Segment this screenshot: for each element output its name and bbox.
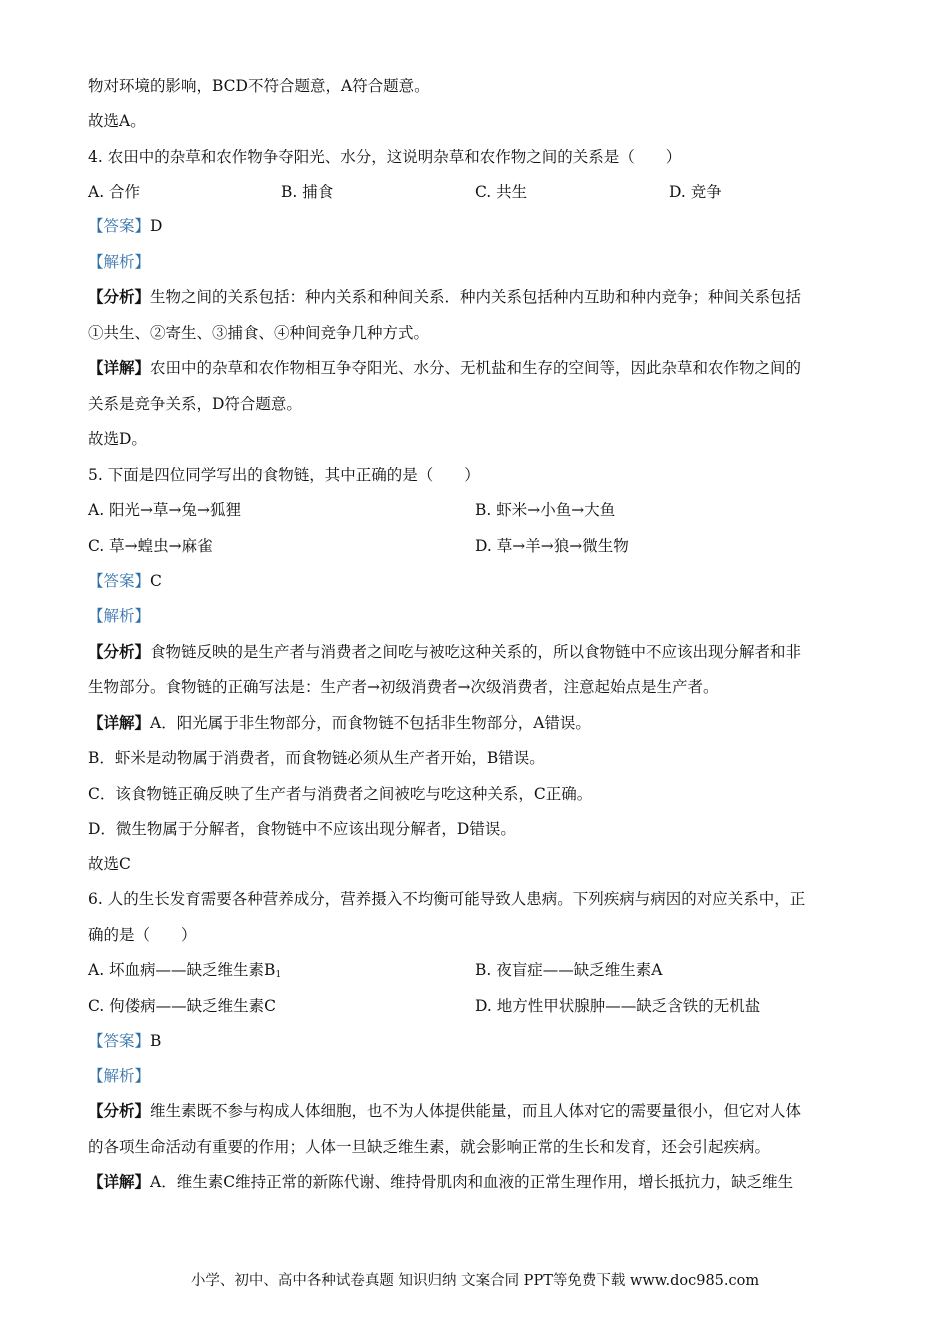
answer-tag: 【答案】: [88, 1032, 151, 1050]
xiangjie-tag: 【详解】: [88, 358, 151, 377]
answer-value: C: [150, 572, 162, 590]
question-6-stem-line-1: 6. 人的生长发育需要各种营养成分，营养摄入不均衡可能导致人患病。下列疾病与病因的对应关系中，正: [88, 890, 806, 908]
q6-option-d: D. 地方性甲状腺肿——缺乏含铁的无机盐: [475, 997, 761, 1015]
q5-option-d: D. 草→羊→狼→微生物: [475, 537, 629, 555]
subscript: 1: [275, 970, 282, 980]
q4-xiangjie-line-2: 关系是竞争关系，D符合题意。: [88, 395, 302, 413]
jiexi-tag: 【解析】: [88, 1067, 151, 1085]
answer-value: B: [150, 1032, 162, 1050]
fenxi-tag: 【分析】: [88, 642, 151, 661]
fenxi-tag: 【分析】: [88, 1101, 151, 1120]
q5-xiangjie-line-a: [88, 713, 591, 733]
jiexi-tag: 【解析】: [88, 607, 151, 625]
q5-fenxi-line-1: [88, 642, 801, 662]
question-5-stem: 5. 下面是四位同学写出的食物链，其中正确的是（ ）: [88, 466, 480, 484]
question-6-stem-line-2: 确的是（ ）: [88, 926, 197, 944]
q5-xiangjie-line-b: B．虾米是动物属于消费者，而食物链必须从生产者开始，B错误。: [88, 749, 545, 767]
xiangjie-tag: 【详解】: [88, 713, 151, 732]
answer-value: D: [150, 217, 163, 235]
q5-xiangjie-line-d: D．微生物属于分解者，食物链中不应该出现分解者，D错误。: [88, 820, 516, 838]
q6-option-c: C. 佝偻病——缺乏维生素C: [88, 997, 277, 1015]
q6-xiangjie-line-1: [88, 1172, 793, 1192]
q5-xiangjie-line-c: C．该食物链正确反映了生产者与消费者之间被吃与吃这种关系，C正确。: [88, 785, 593, 803]
q4-option-c: C. 共生: [475, 183, 528, 201]
page-footer: 小学、初中、高中各种试卷真题 知识归纳 文案合同 PPT等免费下载 www.doc985.com: [190, 1273, 760, 1289]
q4-option-a: A. 合作: [88, 183, 141, 201]
q5-fenxi-line-2: 生物部分。食物链的正确写法是：生产者→初级消费者→次级消费者，注意起始点是生产者。: [88, 678, 719, 696]
q4-option-b: B. 捕食: [281, 183, 334, 201]
jiexi-tag: 【解析】: [88, 253, 151, 271]
xiangjie-text: A．阳光属于非生物部分，而食物链不包括非生物部分，A错误。: [150, 714, 591, 732]
q4-fenxi-line-2: ①共生、②寄生、③捕食、④种间竞争几种方式。: [88, 324, 430, 342]
q5-jiexi: [88, 606, 150, 626]
xiangjie-tag: 【详解】: [88, 1172, 151, 1191]
q5-option-c: C. 草→蝗虫→麻雀: [88, 537, 213, 555]
q5-option-a: A. 阳光→草→兔→狐狸: [88, 501, 242, 519]
fenxi-text: 生物之间的关系包括：种内关系和种间关系．种内关系包括种内互助和种内竞争；种间关系包括: [150, 288, 802, 306]
text-line: 物对环境的影响，BCD不符合题意，A符合题意。: [88, 77, 430, 95]
xiangjie-text: 农田中的杂草和农作物相互争夺阳光、水分、无机盐和生存的空间等，因此杂草和农作物之间的: [150, 359, 802, 377]
fenxi-tag: 【分析】: [88, 287, 151, 306]
option-text: A. 坏血病——缺乏维生素B: [88, 961, 276, 979]
q4-option-d: D. 竞争: [669, 183, 722, 201]
q5-answer: [88, 571, 162, 591]
q6-jiexi: [88, 1066, 150, 1086]
xiangjie-text: A．维生素C维持正常的新陈代谢、维持骨肌肉和血液的正常生理作用，增长抵抗力，缺乏维生: [150, 1173, 794, 1191]
text-line: 故选A。: [88, 112, 146, 130]
q4-fenxi-line-1: [88, 287, 801, 307]
q4-answer: [88, 216, 162, 236]
answer-tag: 【答案】: [88, 217, 151, 235]
fenxi-text: 维生素既不参与构成人体细胞，也不为人体提供能量，而且人体对它的需要量很小，但它对人体: [150, 1102, 802, 1120]
q5-option-b: B. 虾米→小鱼→大鱼: [475, 501, 616, 519]
q6-fenxi-line-2: 的各项生命活动有重要的作用；人体一旦缺乏维生素，就会影响正常的生长和发育，还会引起疾病。: [88, 1138, 771, 1156]
question-4-stem: 4. 农田中的杂草和农作物争夺阳光、水分，这说明杂草和农作物之间的关系是（ ）: [88, 148, 682, 166]
q6-answer: [88, 1031, 161, 1051]
fenxi-text: 食物链反映的是生产者与消费者之间吃与被吃这种关系的，所以食物链中不应该出现分解者和非: [150, 643, 802, 661]
q6-option-a: [88, 960, 281, 985]
q6-fenxi-line-1: [88, 1101, 801, 1121]
q4-jiexi: [88, 252, 150, 272]
answer-tag: 【答案】: [88, 572, 151, 590]
q5-guxuan: 故选C: [88, 855, 131, 873]
q4-xiangjie-line-1: [88, 358, 801, 378]
q6-option-b: B. 夜盲症——缺乏维生素A: [475, 961, 663, 979]
q4-guxuan: 故选D。: [88, 430, 147, 448]
